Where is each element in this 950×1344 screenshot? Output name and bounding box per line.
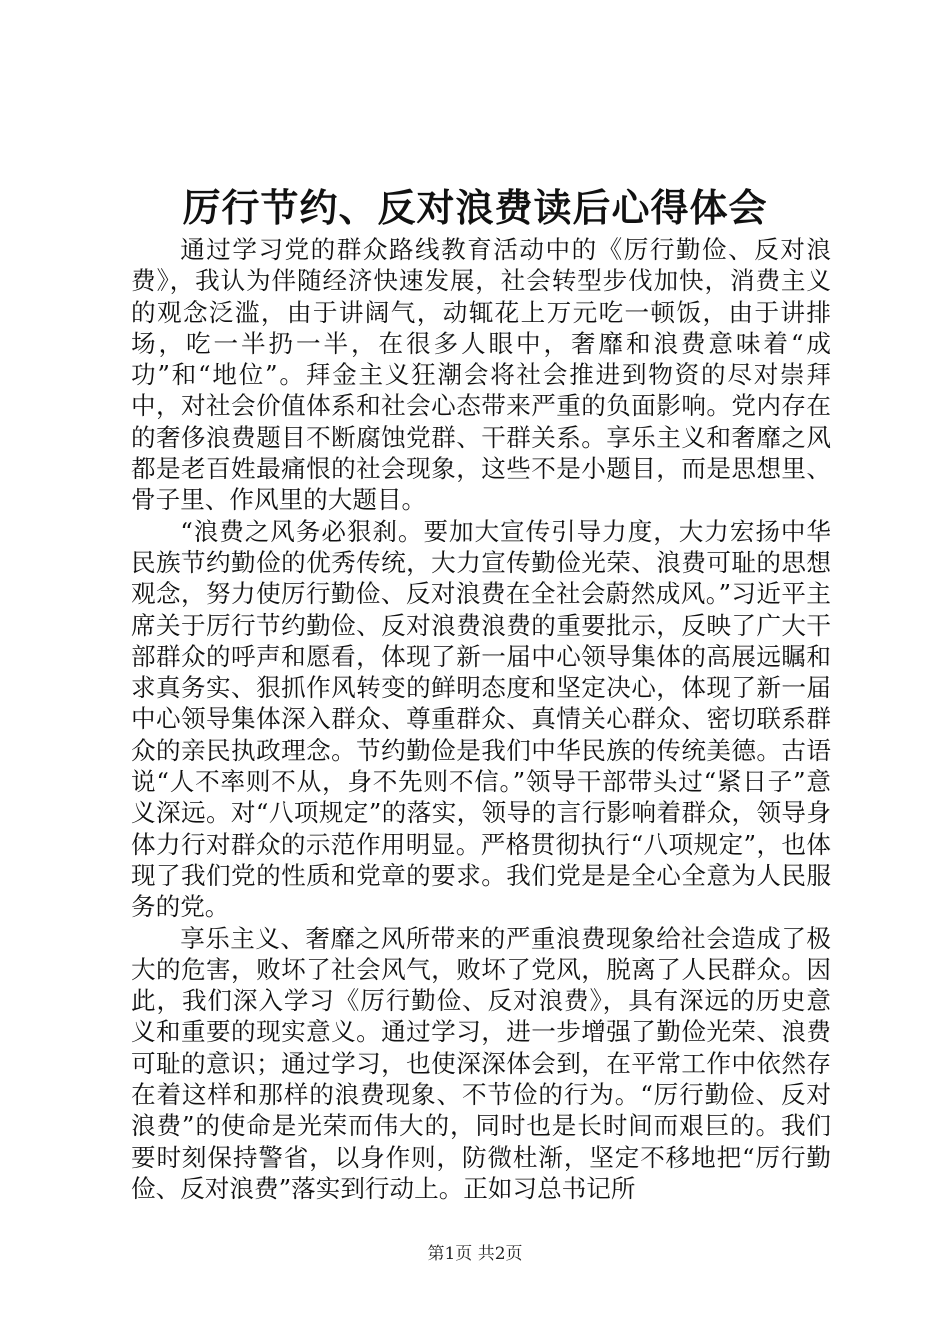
paragraph-1: 通过学习党的群众路线教育活动中的《厉行勤俭、反对浪费》，我认为伴随经济快速发展，社会转型步伐加快，消费主义的观念泛滥，由于讲阔气，动辄花上万元吃一顿饭，由于讲排场，吃一半扔一半，在很多人眼中，奢靡和浪费意味着“成功”和“地位”。拜金主义狂潮会将社会推进到物资的尽对崇拜中，对社会价值体系和社会心态带来严重的负面影响。党内存在的奢侈浪费题目不断腐蚀党群、干群关系。享乐主义和奢靡之风都是老百姓最痛恨的社会现象，这些不是小题目，而是思想里、骨子里、作风里的大题目。	[131, 235, 831, 515]
paragraph-3: 享乐主义、奢靡之风所带来的严重浪费现象给社会造成了极大的危害，败坏了社会风气，败坏了党风，脱离了人民群众。因此，我们深入学习《厉行勤俭、反对浪费》，具有深远的历史意义和重要的现实意义。通过学习，进一步增强了勤俭光荣、浪费可耻的意识；通过学习，也使深深体会到，在平常工作中依然存在着这样和那样的浪费现象、不节俭的行为。“厉行勤俭、反对浪费”的使命是光荣而伟大的，同时也是长时间而艰巨的。我们要时刻保持警省，以身作则，防微杜渐，坚定不移地把“厉行勤俭、反对浪费”落实到行动上。正如习总书记所	[131, 923, 831, 1203]
document-body	[131, 234, 831, 1204]
page-footer: 第1页 共2页	[427, 1244, 523, 1264]
document-title: 厉行节约、反对浪费读后心得体会	[182, 185, 768, 230]
paragraph-2: “浪费之风务必狠刹。要加大宣传引导力度，大力宏扬中华民族节约勤俭的优秀传统，大力宣传勤俭光荣、浪费可耻的思想观念，努力使厉行勤俭、反对浪费在全社会蔚然成风。”习近平主席关于厉行节约勤俭、反对浪费浪费的重要批示，反映了广大干部群众的呼声和愿看，体现了新一届中心领导集体的高展远瞩和求真务实、狠抓作风转变的鲜明态度和坚定决心，体现了新一届中心领导集体深入群众、尊重群众、真情关心群众、密切联系群众的亲民执政理念。节约勤俭是我们中华民族的传统美德。古语说“人不率则不从，身不先则不信。”领导干部带头过“紧日子”意义深远。对“八项规定”的落实，领导的言行影响着群众，领导身体力行对群众的示范作用明显。严格贯彻执行“八项规定”，也体现了我们党的性质和党章的要求。我们党是是全心全意为人民服务的党。	[131, 516, 831, 922]
